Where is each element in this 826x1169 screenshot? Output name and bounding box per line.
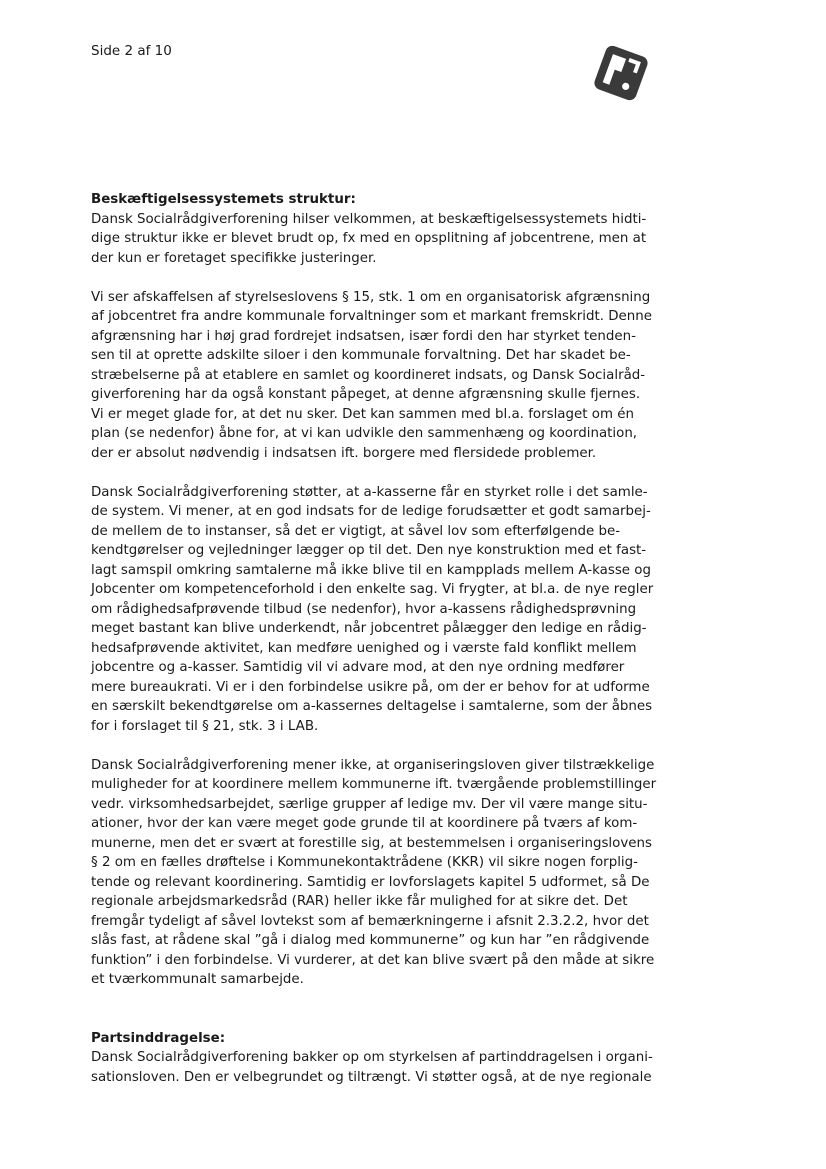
text-line: sen til at oprette adskilte siloer i den kommunale forvaltning. Det har skadet be- <box>91 348 631 363</box>
text-line: Dansk Socialrådgiverforening mener ikke, at organiseringsloven giver tilstrækkelige <box>91 757 655 773</box>
paragraph <box>91 288 691 464</box>
text-line: munerne, men det er svært at forestille sig, at bestemmelsen i organiseringslovens <box>91 835 652 851</box>
text-line: om rådighedsafprøvende tilbud (se nedenfor), hvor a-kassens rådighedsprøvning <box>91 601 637 617</box>
text-line: Vi ser afskaffelsen af styrelseslovens § 15, stk. 1 om en organisatorisk afgrænsning <box>91 289 651 305</box>
text-line: sationsloven. Den er velbegrundet og tiltrængt. Vi støtter også, at de nye regionale <box>91 1069 652 1085</box>
text-line: ationer, hvor der kan være meget gode grunde til at koordinere på tværs af kom- <box>91 816 638 831</box>
text-line: hedsafprøvende aktivitet, kan medføre uenighed og i værste fald konflikt mellem <box>91 640 637 656</box>
text-line: mere bureaukrati. Vi er i den forbindelse usikre på, om der er behov for at udforme <box>91 679 650 695</box>
paragraph <box>91 483 691 737</box>
text-line: regionale arbejdsmarkedsråd (RAR) heller ikke får mulighed for at sikre det. Det <box>91 894 628 909</box>
text-line: funktion” i den forbindelse. Vi vurderer, at det kan blive svært på den måde at sikre <box>91 952 655 968</box>
text-line: fremgår tydeligt af såvel lovtekst som af bemærkningerne i afsnit 2.3.2.2, hvor det <box>91 913 649 929</box>
text-line: Jobcenter om kompetenceforhold i den enkelte sag. Vi frygter, at bl.a. de nye regler <box>91 582 654 597</box>
text-line: dige struktur ikke er blevet brudt op, fx med en opsplitning af jobcentrene, men at <box>91 231 647 246</box>
text-line: giverforening har da også konstant påpeget, at denne afgrænsning skulle fjernes. <box>91 387 641 402</box>
text-line: de mellem de to instanser, så det er vigtigt, at såvel lov som efterfølgende be- <box>91 523 621 539</box>
text-line: afgrænsning har i høj grad fordrejet indsatsen, især fordi den har styrket tenden- <box>91 328 636 344</box>
paragraph <box>91 1048 691 1087</box>
text-line: Dansk Socialrådgiverforening bakker op om styrkelsen af partinddragelsen i organi- <box>91 1050 653 1065</box>
text-line: Vi er meget glade for, at det nu sker. Det kan sammen med bl.a. forslaget om én <box>91 406 634 422</box>
text-line: de system. Vi mener, at en god indsats for de ledige forudsætter et godt samarbej- <box>91 504 651 519</box>
document-body <box>91 190 691 1087</box>
text-line: meget bastant kan blive underkendt, når jobcentret pålægger den ledige en rådig- <box>91 621 647 636</box>
text-line: tende og relevant koordinering. Samtidig er lovforslagets kapitel 5 udformet, så De <box>91 874 650 890</box>
text-line: Dansk Socialrådgiverforening hilser velkommen, at beskæftigelsessystemets hidti- <box>91 211 647 227</box>
text-line: vedr. virksomhedsarbejdet, særlige grupper af ledige mv. Der vil være mange situ- <box>91 796 648 812</box>
organization-logo-icon <box>590 44 652 102</box>
text-line: lagt samspil omkring samtalerne må ikke blive til en kampplads mellem A-kasse og <box>91 562 651 578</box>
section-heading-structure: Beskæftigelsessystemets struktur: <box>91 192 356 207</box>
text-line: kendtgørelser og vejledninger lægger op til det. Den nye konstruktion med et fast- <box>91 543 647 558</box>
text-line: et tværkommunalt samarbejde. <box>91 972 304 987</box>
paragraph <box>91 210 691 269</box>
text-line: af jobcentret fra andre kommunale forvaltninger som et markant fremskridt. Denne <box>91 309 652 324</box>
text-line: for i forslaget til § 21, stk. 3 i LAB. <box>91 718 319 734</box>
text-line: der er absolut nødvendig i indsatsen ift. borgere med flersidede problemer. <box>91 445 597 461</box>
text-line: slås fast, at rådene skal ”gå i dialog med kommunerne” og kun har ”en rådgivende <box>91 933 650 948</box>
text-line: jobcentre og a-kasser. Samtidig vil vi advare mod, at den nye ordning medfører <box>91 660 625 675</box>
text-line: plan (se nedenfor) åbne for, at vi kan udvikle den sammenhæng og koordination, <box>91 426 638 441</box>
text-line: stræbelserne på at etablere en samlet og koordineret indsats, og Dansk Socialråd- <box>91 367 646 383</box>
paragraph <box>91 756 691 990</box>
text-line: en særskilt bekendtgørelse om a-kassernes deltagelse i samtalerne, som der åbnes <box>91 699 653 714</box>
text-line: Dansk Socialrådgiverforening støtter, at a-kasserne får en styrket rolle i det samle- <box>91 484 648 500</box>
text-line: der kun er foretaget specifikke justeringer. <box>91 250 377 266</box>
section-heading-participation: Partsinddragelse: <box>91 1030 226 1046</box>
page-number: Side 2 af 10 <box>91 43 172 59</box>
text-line: muligheder for at koordinere mellem kommunerne ift. tværgående problemstillinger <box>91 777 657 792</box>
text-line: § 2 om en fælles drøftelse i Kommunekontaktrådene (KKR) vil sikre nogen forplig- <box>91 855 638 870</box>
